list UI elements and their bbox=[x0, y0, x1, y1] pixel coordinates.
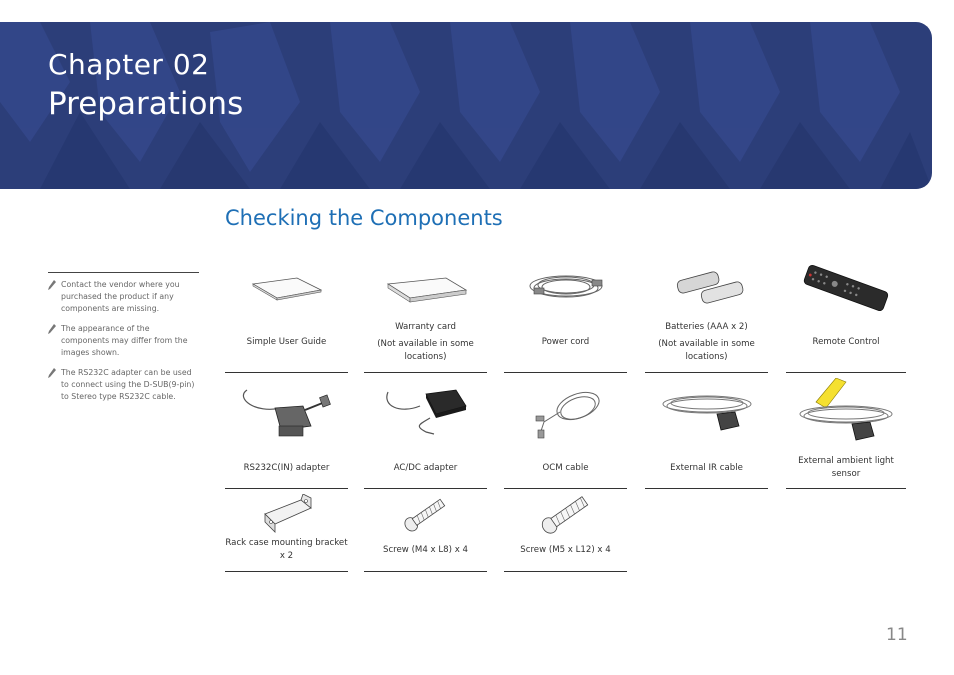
section-title: Checking the Components bbox=[225, 206, 503, 230]
component-subtitle: (Not available in some locations) bbox=[658, 339, 755, 362]
component-ir-cable bbox=[645, 378, 768, 489]
note-item bbox=[48, 323, 199, 359]
component-batteries bbox=[645, 262, 768, 373]
component-screw-m5 bbox=[504, 494, 627, 572]
bracket-icon bbox=[225, 494, 348, 536]
chapter-title: Preparations bbox=[48, 86, 244, 122]
rs232c-adapter-icon bbox=[225, 378, 348, 444]
notes-panel bbox=[48, 272, 199, 411]
component-label: Simple User Guide bbox=[246, 337, 327, 347]
component-label bbox=[645, 321, 768, 364]
user-guide-icon bbox=[225, 262, 348, 322]
note-item bbox=[48, 279, 199, 315]
pencil-icon bbox=[48, 368, 56, 378]
component-label: OCM cable bbox=[542, 463, 589, 473]
component-warranty-card bbox=[364, 262, 487, 373]
pencil-icon bbox=[48, 324, 56, 334]
note-text: Contact the vendor where you purchased the product if any components are missing. bbox=[61, 280, 180, 313]
warranty-card-icon bbox=[364, 262, 487, 322]
component-acdc-adapter bbox=[364, 378, 487, 489]
component-subtitle: (Not available in some locations) bbox=[377, 339, 474, 362]
component-rack-bracket bbox=[225, 494, 348, 572]
component-remote-control bbox=[786, 262, 906, 373]
remote-control-icon bbox=[786, 262, 909, 322]
component-label: Screw (M4 x L8) x 4 bbox=[383, 545, 468, 555]
component-title: Batteries (AAA x 2) bbox=[665, 322, 748, 332]
ambient-sensor-icon bbox=[786, 378, 909, 448]
component-ocm-cable bbox=[504, 378, 627, 489]
component-ambient-light-sensor bbox=[786, 378, 906, 489]
component-label: Rack case mounting bracket x 2 bbox=[225, 538, 348, 561]
note-item bbox=[48, 367, 199, 403]
component-label: AC/DC adapter bbox=[393, 463, 458, 473]
component-label: External IR cable bbox=[670, 463, 743, 473]
component-label: Screw (M5 x L12) x 4 bbox=[520, 545, 611, 555]
chapter-banner bbox=[0, 22, 932, 189]
component-screw-m4 bbox=[364, 494, 487, 572]
component-label: Power cord bbox=[541, 337, 590, 347]
acdc-adapter-icon bbox=[364, 378, 487, 444]
note-text: The appearance of the components may differ from the images shown. bbox=[61, 324, 188, 357]
component-label: External ambient light sensor bbox=[798, 456, 894, 479]
component-label bbox=[364, 321, 487, 364]
component-label: Remote Control bbox=[812, 337, 880, 347]
component-power-cord bbox=[504, 262, 627, 373]
screw-icon bbox=[504, 494, 627, 536]
component-rs232c-adapter bbox=[225, 378, 348, 489]
component-title: Warranty card bbox=[395, 322, 456, 332]
ir-cable-icon bbox=[645, 378, 768, 444]
batteries-icon bbox=[645, 262, 768, 322]
pencil-icon bbox=[48, 280, 56, 290]
power-cord-icon bbox=[504, 262, 627, 322]
component-user-guide bbox=[225, 262, 348, 373]
component-label: RS232C(IN) adapter bbox=[243, 463, 330, 473]
chapter-number: Chapter 02 bbox=[48, 48, 210, 81]
ocm-cable-icon bbox=[504, 378, 627, 444]
note-text: The RS232C adapter can be used to connect using the D-SUB(9-pin) to Stereo type RS232C cable. bbox=[61, 368, 195, 401]
screw-icon bbox=[364, 494, 487, 536]
page-number: 11 bbox=[886, 625, 908, 645]
